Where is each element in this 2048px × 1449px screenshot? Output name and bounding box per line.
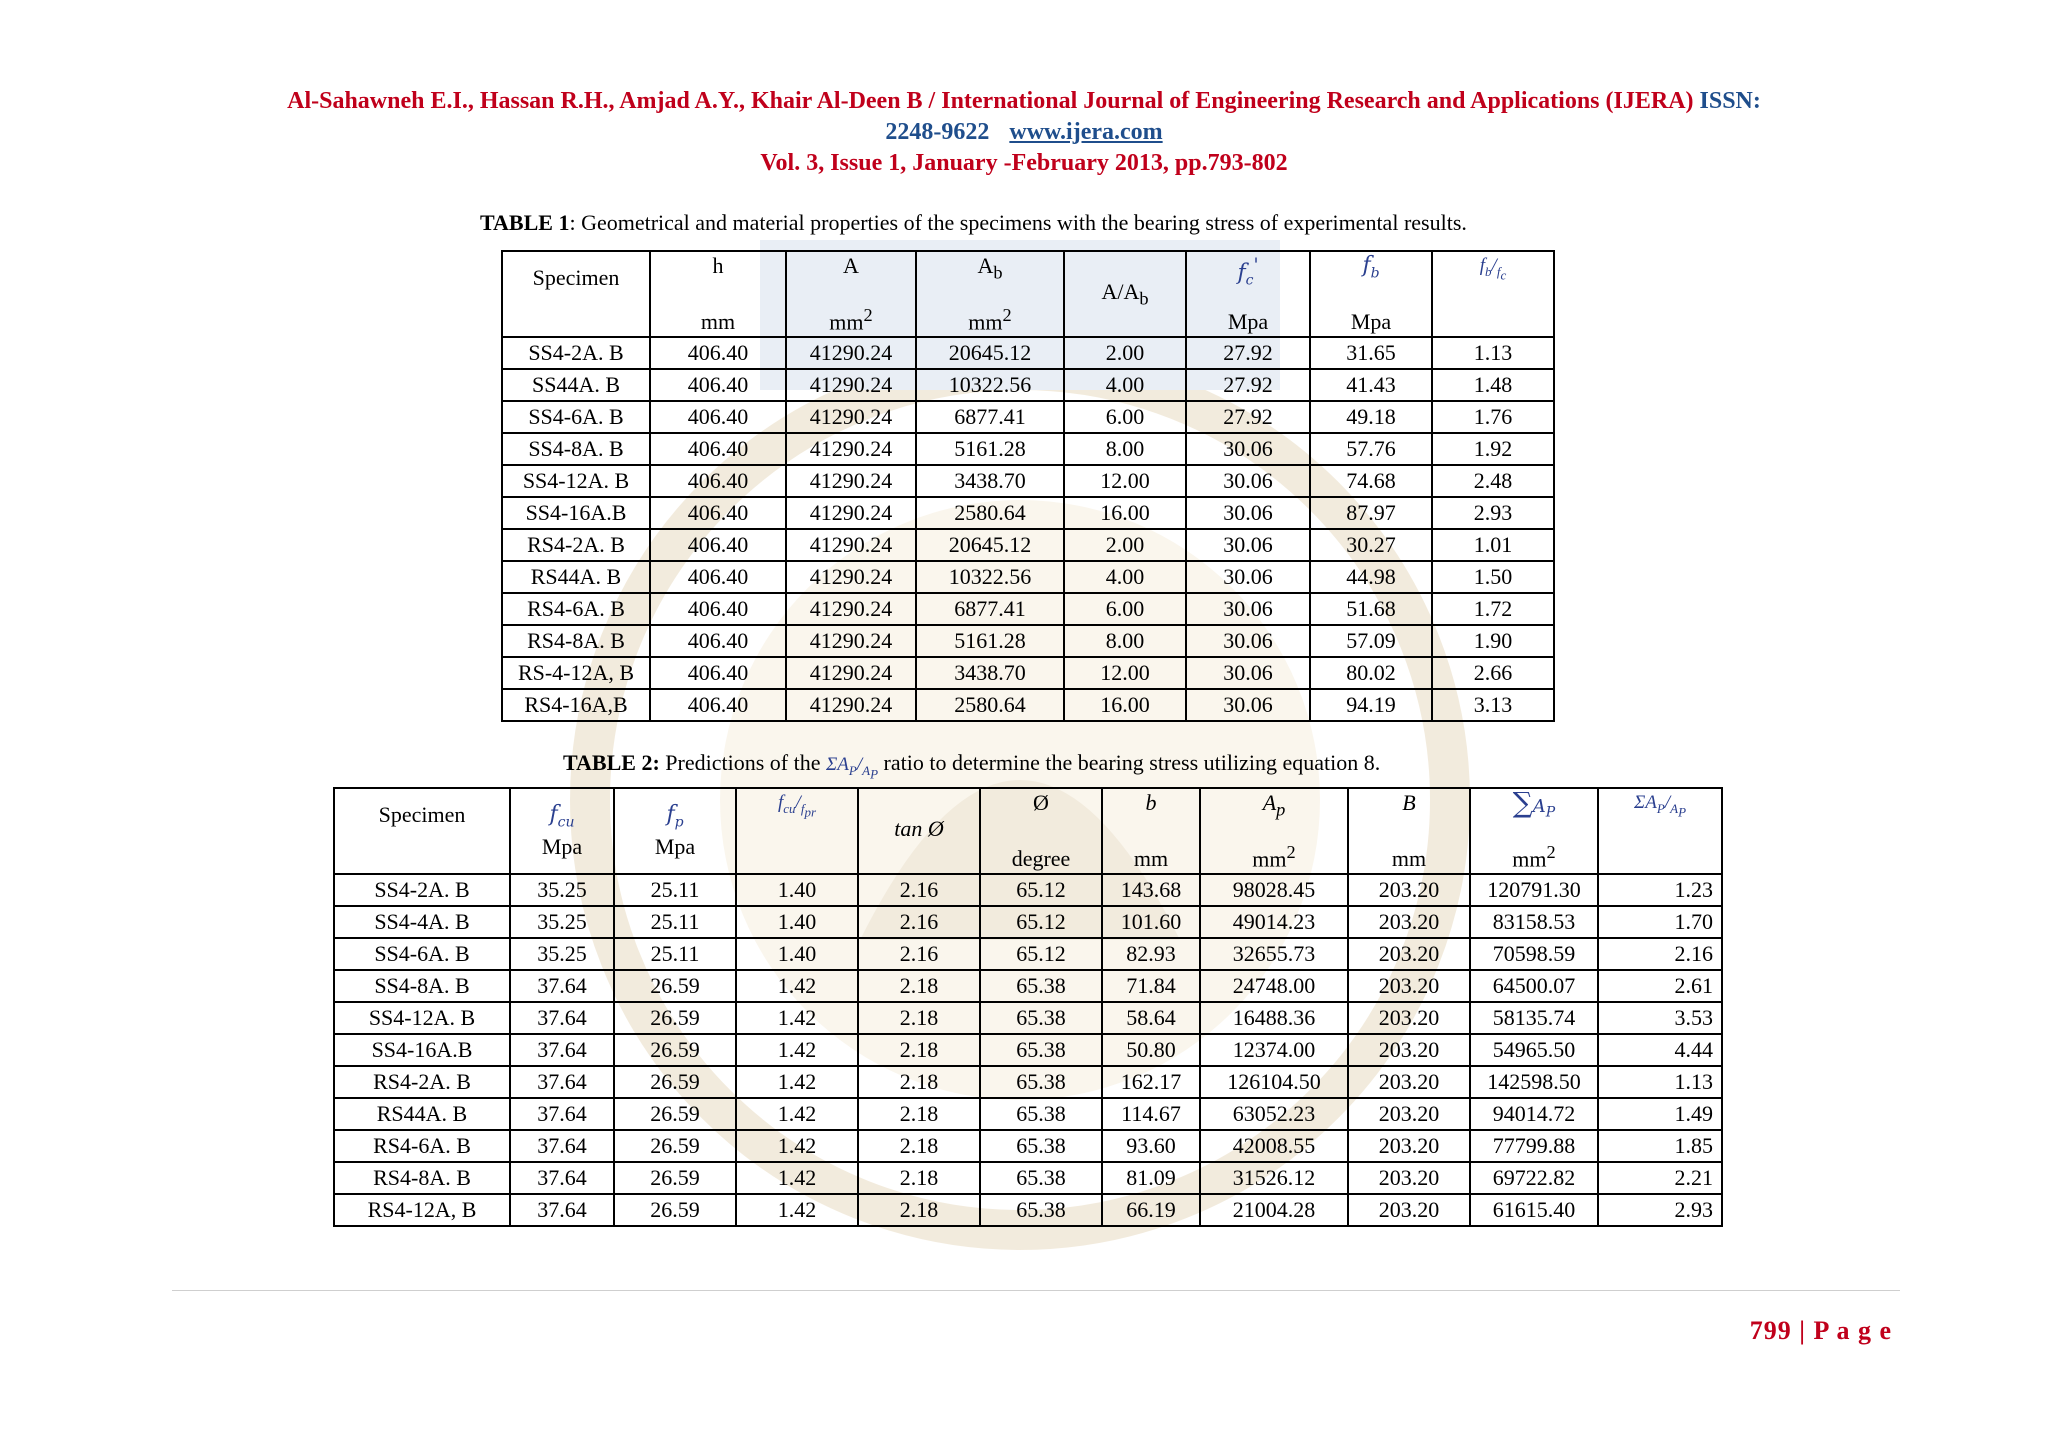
t2-value-cell: 3.53 [1598,1002,1722,1034]
t1-header-fb: $f_b$ Mpa [1310,251,1432,337]
t2-value-cell: 1.40 [736,906,858,938]
t2-value-cell: 2.61 [1598,970,1722,1002]
t2-value-cell: 203.20 [1348,1002,1470,1034]
t1-value-cell: 2.00 [1064,337,1186,369]
t2-value-cell: 1.42 [736,1098,858,1130]
t2-value-cell: 203.20 [1348,906,1470,938]
t2-value-cell: 203.20 [1348,1098,1470,1130]
t1-value-cell: 6.00 [1064,593,1186,625]
table2-body [334,874,1722,1226]
t2-row [334,938,1722,970]
t2-value-cell: 203.20 [1348,1130,1470,1162]
t2-value-cell: 25.11 [614,906,736,938]
t1-value-cell: 41290.24 [786,593,916,625]
t2-value-cell: 37.64 [510,1034,614,1066]
t2-value-cell: 142598.50 [1470,1066,1598,1098]
t1-value-cell: 57.76 [1310,433,1432,465]
t2-value-cell: 21004.28 [1200,1194,1348,1226]
t1-value-cell: 5161.28 [916,433,1064,465]
t2-row [334,906,1722,938]
t2-value-cell: 26.59 [614,1162,736,1194]
t1-value-cell: 3.13 [1432,689,1554,721]
t2-value-cell: 65.38 [980,1162,1102,1194]
t2-value-cell: 64500.07 [1470,970,1598,1002]
t1-value-cell: 41.43 [1310,369,1432,401]
t1-row [502,433,1554,465]
t1-value-cell: 30.27 [1310,529,1432,561]
t2-value-cell: 26.59 [614,1066,736,1098]
t1-value-cell: 2580.64 [916,689,1064,721]
t1-specimen-cell: SS4-16A.B [502,497,650,529]
t1-value-cell: 30.06 [1186,689,1310,721]
t2-value-cell: 203.20 [1348,1066,1470,1098]
t1-row [502,369,1554,401]
t2-header-phi: Ø degree [980,788,1102,874]
t2-value-cell: 37.64 [510,1130,614,1162]
t2-value-cell: 25.11 [614,938,736,970]
t1-value-cell: 41290.24 [786,465,916,497]
t1-value-cell: 12.00 [1064,657,1186,689]
t2-value-cell: 12374.00 [1200,1034,1348,1066]
t2-value-cell: 35.25 [510,938,614,970]
t1-specimen-cell: RS4-16A,B [502,689,650,721]
t2-value-cell: 4.44 [1598,1034,1722,1066]
t2-value-cell: 2.16 [858,874,980,906]
t1-value-cell: 8.00 [1064,433,1186,465]
t2-specimen-cell: RS4-2A. B [334,1066,510,1098]
t1-specimen-cell: RS44A. B [502,561,650,593]
t1-value-cell: 30.06 [1186,433,1310,465]
t1-specimen-cell: SS4-2A. B [502,337,650,369]
t1-value-cell: 406.40 [650,657,786,689]
t2-value-cell: 71.84 [1102,970,1200,1002]
table1-caption-text: : Geometrical and material properties of the specimens with the bearing stress of experimental results. [569,210,1467,235]
t1-value-cell: 41290.24 [786,561,916,593]
t2-value-cell: 82.93 [1102,938,1200,970]
table2-header-row [334,788,1722,874]
t1-value-cell: 3438.70 [916,657,1064,689]
t2-value-cell: 83158.53 [1470,906,1598,938]
t2-row [334,1162,1722,1194]
t1-header-fc: $f_c'$ Mpa [1186,251,1310,337]
t2-value-cell: 35.25 [510,906,614,938]
t1-value-cell: 6.00 [1064,401,1186,433]
footer-divider [172,1290,1900,1291]
t1-value-cell: 41290.24 [786,689,916,721]
page-label: | P a g e [1799,1316,1892,1345]
journal-website-link[interactable]: www.ijera.com [1009,119,1163,145]
t2-specimen-cell: RS4-6A. B [334,1130,510,1162]
table1-caption [480,210,1467,236]
t1-value-cell: 30.06 [1186,497,1310,529]
t2-value-cell: 24748.00 [1200,970,1348,1002]
t2-value-cell: 114.67 [1102,1098,1200,1130]
t1-value-cell: 2.00 [1064,529,1186,561]
t2-value-cell: 2.18 [858,1162,980,1194]
t1-value-cell: 49.18 [1310,401,1432,433]
t1-specimen-cell: SS4-6A. B [502,401,650,433]
t2-value-cell: 26.59 [614,1130,736,1162]
t2-value-cell: 1.42 [736,1034,858,1066]
t2-row [334,1130,1722,1162]
t1-value-cell: 1.90 [1432,625,1554,657]
t1-value-cell: 20645.12 [916,337,1064,369]
t1-specimen-cell: SS4-8A. B [502,433,650,465]
t1-value-cell: 2.48 [1432,465,1554,497]
t2-specimen-cell: RS44A. B [334,1098,510,1130]
t2-value-cell: 1.49 [1598,1098,1722,1130]
t2-value-cell: 2.18 [858,1194,980,1226]
t2-value-cell: 65.38 [980,1194,1102,1226]
t2-row [334,1066,1722,1098]
t1-value-cell: 41290.24 [786,337,916,369]
t1-value-cell: 406.40 [650,337,786,369]
table2-caption-label: TABLE 2: [563,750,660,775]
t2-value-cell: 66.19 [1102,1194,1200,1226]
t1-value-cell: 3438.70 [916,465,1064,497]
t1-value-cell: 406.40 [650,625,786,657]
t2-value-cell: 2.18 [858,1130,980,1162]
t2-header-fcu: $f_{cu}$ Mpa [510,788,614,874]
t2-specimen-cell: SS4-2A. B [334,874,510,906]
t2-value-cell: 203.20 [1348,1162,1470,1194]
t1-value-cell: 406.40 [650,433,786,465]
t2-value-cell: 37.64 [510,1162,614,1194]
t2-value-cell: 1.23 [1598,874,1722,906]
t1-value-cell: 6877.41 [916,401,1064,433]
t1-value-cell: 5161.28 [916,625,1064,657]
t1-row [502,497,1554,529]
t2-value-cell: 2.21 [1598,1162,1722,1194]
t2-value-cell: 120791.30 [1470,874,1598,906]
t1-header-ab: $A_b$ $mm^2$ [916,251,1064,337]
t1-value-cell: 41290.24 [786,657,916,689]
t2-value-cell: 1.42 [736,1066,858,1098]
t2-specimen-cell: RS4-12A, B [334,1194,510,1226]
t2-value-cell: 58.64 [1102,1002,1200,1034]
t2-value-cell: 49014.23 [1200,906,1348,938]
t1-row [502,625,1554,657]
t1-value-cell: 30.06 [1186,561,1310,593]
t1-value-cell: 406.40 [650,369,786,401]
t1-value-cell: 6877.41 [916,593,1064,625]
header-issn-label: ISSN: [1699,88,1761,114]
t1-value-cell: 80.02 [1310,657,1432,689]
t1-value-cell: 94.19 [1310,689,1432,721]
t2-value-cell: 162.17 [1102,1066,1200,1098]
t1-value-cell: 41290.24 [786,401,916,433]
t2-value-cell: 37.64 [510,1098,614,1130]
t1-specimen-cell: RS4-6A. B [502,593,650,625]
t1-header-fb-over-fc: $f_b/_{f_c}$ [1432,251,1554,337]
t2-value-cell: 1.42 [736,1162,858,1194]
t2-value-cell: 1.42 [736,1130,858,1162]
t2-value-cell: 42008.55 [1200,1130,1348,1162]
t2-specimen-cell: SS4-16A.B [334,1034,510,1066]
t2-value-cell: 1.40 [736,874,858,906]
t2-value-cell: 65.38 [980,1098,1102,1130]
t2-value-cell: 1.85 [1598,1130,1722,1162]
t1-value-cell: 41290.24 [786,625,916,657]
t2-value-cell: 65.12 [980,906,1102,938]
t2-value-cell: 35.25 [510,874,614,906]
t2-header-sum-ap-over-ap: $\Sigma A_P/_{A_P}$ [1598,788,1722,874]
t1-specimen-cell: RS-4-12A, B [502,657,650,689]
t1-row [502,657,1554,689]
t1-value-cell: 406.40 [650,465,786,497]
journal-header [150,86,1898,179]
t2-specimen-cell: SS4-4A. B [334,906,510,938]
t2-value-cell: 93.60 [1102,1130,1200,1162]
t1-row [502,561,1554,593]
t1-value-cell: 20645.12 [916,529,1064,561]
t1-value-cell: 16.00 [1064,497,1186,529]
sum-ap-over-ap-symbol: $\Sigma A_P/_{A_P}$ [825,754,879,782]
t1-header-specimen: Specimen [502,251,650,337]
t2-value-cell: 101.60 [1102,906,1200,938]
t1-value-cell: 41290.24 [786,497,916,529]
t2-value-cell: 81.09 [1102,1162,1200,1194]
t2-value-cell: 77799.88 [1470,1130,1598,1162]
t2-value-cell: 2.18 [858,970,980,1002]
t1-value-cell: 16.00 [1064,689,1186,721]
table1-caption-label: TABLE 1 [480,210,570,235]
t1-value-cell: 31.65 [1310,337,1432,369]
t1-value-cell: 1.72 [1432,593,1554,625]
t2-value-cell: 203.20 [1348,970,1470,1002]
t1-value-cell: 41290.24 [786,433,916,465]
t2-header-sum-ap: $\sum A_P$ $mm^2$ [1470,788,1598,874]
t2-value-cell: 61615.40 [1470,1194,1598,1226]
t1-row [502,593,1554,625]
t2-row [334,1002,1722,1034]
t2-value-cell: 16488.36 [1200,1002,1348,1034]
t1-value-cell: 8.00 [1064,625,1186,657]
t2-row [334,1034,1722,1066]
t2-value-cell: 37.64 [510,1002,614,1034]
t1-value-cell: 406.40 [650,593,786,625]
t2-value-cell: 54965.50 [1470,1034,1598,1066]
t1-value-cell: 57.09 [1310,625,1432,657]
t2-value-cell: 63052.23 [1200,1098,1348,1130]
t2-specimen-cell: SS4-8A. B [334,970,510,1002]
t1-value-cell: 30.06 [1186,529,1310,561]
t2-value-cell: 65.12 [980,938,1102,970]
t1-value-cell: 30.06 [1186,625,1310,657]
t1-value-cell: 30.06 [1186,465,1310,497]
header-volume: Vol. 3, Issue 1, January -February 2013, pp.793-802 [760,150,1288,176]
t1-value-cell: 406.40 [650,497,786,529]
t1-value-cell: 1.92 [1432,433,1554,465]
table1-header-row [502,251,1554,337]
table2-caption-pre: Predictions of the [665,750,821,775]
t1-value-cell: 4.00 [1064,369,1186,401]
t1-value-cell: 10322.56 [916,561,1064,593]
t2-value-cell: 2.16 [1598,938,1722,970]
t2-header-big-b: B mm [1348,788,1470,874]
t1-value-cell: 10322.56 [916,369,1064,401]
t1-header-a: A $mm^2$ [786,251,916,337]
t2-value-cell: 94014.72 [1470,1098,1598,1130]
t2-value-cell: 2.93 [1598,1194,1722,1226]
table2-caption [563,750,1380,782]
t2-specimen-cell: RS4-8A. B [334,1162,510,1194]
t2-value-cell: 1.13 [1598,1066,1722,1098]
t1-value-cell: 74.68 [1310,465,1432,497]
t2-value-cell: 2.16 [858,938,980,970]
t2-value-cell: 65.38 [980,1066,1102,1098]
t2-value-cell: 2.18 [858,1002,980,1034]
t2-value-cell: 65.38 [980,1130,1102,1162]
t2-value-cell: 26.59 [614,1194,736,1226]
t1-value-cell: 406.40 [650,689,786,721]
table1-body [502,337,1554,721]
t1-specimen-cell: SS4-12A. B [502,465,650,497]
t2-value-cell: 65.12 [980,874,1102,906]
t2-value-cell: 1.42 [736,1002,858,1034]
t2-value-cell: 50.80 [1102,1034,1200,1066]
table2-caption-post: ratio to determine the bearing stress utilizing equation 8. [883,750,1381,775]
t2-value-cell: 26.59 [614,970,736,1002]
t2-value-cell: 70598.59 [1470,938,1598,970]
t1-value-cell: 406.40 [650,529,786,561]
t1-value-cell: 30.06 [1186,657,1310,689]
page-number-value: 799 [1749,1316,1792,1345]
t2-specimen-cell: SS4-6A. B [334,938,510,970]
t1-value-cell: 27.92 [1186,337,1310,369]
t2-value-cell: 32655.73 [1200,938,1348,970]
t1-row [502,689,1554,721]
t2-header-fcu-over-fpr: $f_{cu}/_{f_{pr}}$ [736,788,858,874]
t2-value-cell: 1.40 [736,938,858,970]
t1-value-cell: 1.01 [1432,529,1554,561]
t2-value-cell: 203.20 [1348,938,1470,970]
t1-value-cell: 1.48 [1432,369,1554,401]
t1-value-cell: 30.06 [1186,593,1310,625]
t1-value-cell: 1.50 [1432,561,1554,593]
t2-value-cell: 37.64 [510,1066,614,1098]
t2-header-b: b mm [1102,788,1200,874]
t1-specimen-cell: SS44A. B [502,369,650,401]
header-issn-number: 2248-9622 [885,119,990,145]
table2 [333,787,1723,1227]
t2-value-cell: 25.11 [614,874,736,906]
t1-specimen-cell: RS4-8A. B [502,625,650,657]
t2-value-cell: 203.20 [1348,874,1470,906]
t1-value-cell: 41290.24 [786,369,916,401]
t2-value-cell: 37.64 [510,970,614,1002]
t2-value-cell: 58135.74 [1470,1002,1598,1034]
t2-value-cell: 203.20 [1348,1194,1470,1226]
t2-value-cell: 26.59 [614,1002,736,1034]
t2-header-tan-phi: tan Ø [858,788,980,874]
t1-row [502,337,1554,369]
t1-header-h: h mm [650,251,786,337]
t1-header-a-over-ab: $A/A_b$ [1064,251,1186,337]
t1-value-cell: 1.76 [1432,401,1554,433]
t2-row [334,874,1722,906]
t2-value-cell: 2.16 [858,906,980,938]
t1-row [502,465,1554,497]
t1-value-cell: 2.93 [1432,497,1554,529]
t2-row [334,1098,1722,1130]
t2-value-cell: 1.70 [1598,906,1722,938]
table1 [501,250,1555,722]
t1-value-cell: 12.00 [1064,465,1186,497]
t1-value-cell: 51.68 [1310,593,1432,625]
t1-value-cell: 406.40 [650,561,786,593]
t2-specimen-cell: SS4-12A. B [334,1002,510,1034]
t2-value-cell: 31526.12 [1200,1162,1348,1194]
t2-value-cell: 65.38 [980,1034,1102,1066]
t2-row [334,970,1722,1002]
t2-value-cell: 98028.45 [1200,874,1348,906]
t2-value-cell: 2.18 [858,1098,980,1130]
header-authors-journal: Al-Sahawneh E.I., Hassan R.H., Amjad A.Y., Khair Al-Deen B / International Journal of Engineering Research and Applications (IJERA) [287,88,1694,114]
t2-value-cell: 69722.82 [1470,1162,1598,1194]
t1-value-cell: 27.92 [1186,369,1310,401]
t1-value-cell: 406.40 [650,401,786,433]
page-number [1750,1316,1892,1346]
t2-value-cell: 26.59 [614,1034,736,1066]
t2-value-cell: 1.42 [736,1194,858,1226]
t2-value-cell: 2.18 [858,1066,980,1098]
t1-value-cell: 2.66 [1432,657,1554,689]
t2-row [334,1194,1722,1226]
t1-specimen-cell: RS4-2A. B [502,529,650,561]
t1-value-cell: 1.13 [1432,337,1554,369]
t1-value-cell: 2580.64 [916,497,1064,529]
t1-value-cell: 87.97 [1310,497,1432,529]
t2-value-cell: 26.59 [614,1098,736,1130]
t1-value-cell: 27.92 [1186,401,1310,433]
t1-row [502,401,1554,433]
t2-header-specimen: Specimen [334,788,510,874]
t2-value-cell: 65.38 [980,970,1102,1002]
t2-header-fp: $f_p$ Mpa [614,788,736,874]
t2-value-cell: 203.20 [1348,1034,1470,1066]
t1-value-cell: 44.98 [1310,561,1432,593]
t2-value-cell: 37.64 [510,1194,614,1226]
t2-value-cell: 143.68 [1102,874,1200,906]
t2-value-cell: 126104.50 [1200,1066,1348,1098]
t1-value-cell: 4.00 [1064,561,1186,593]
t1-value-cell: 41290.24 [786,529,916,561]
t2-value-cell: 1.42 [736,970,858,1002]
t1-row [502,529,1554,561]
t2-value-cell: 2.18 [858,1034,980,1066]
t2-header-ap: $A_p$ $mm^2$ [1200,788,1348,874]
t2-value-cell: 65.38 [980,1002,1102,1034]
